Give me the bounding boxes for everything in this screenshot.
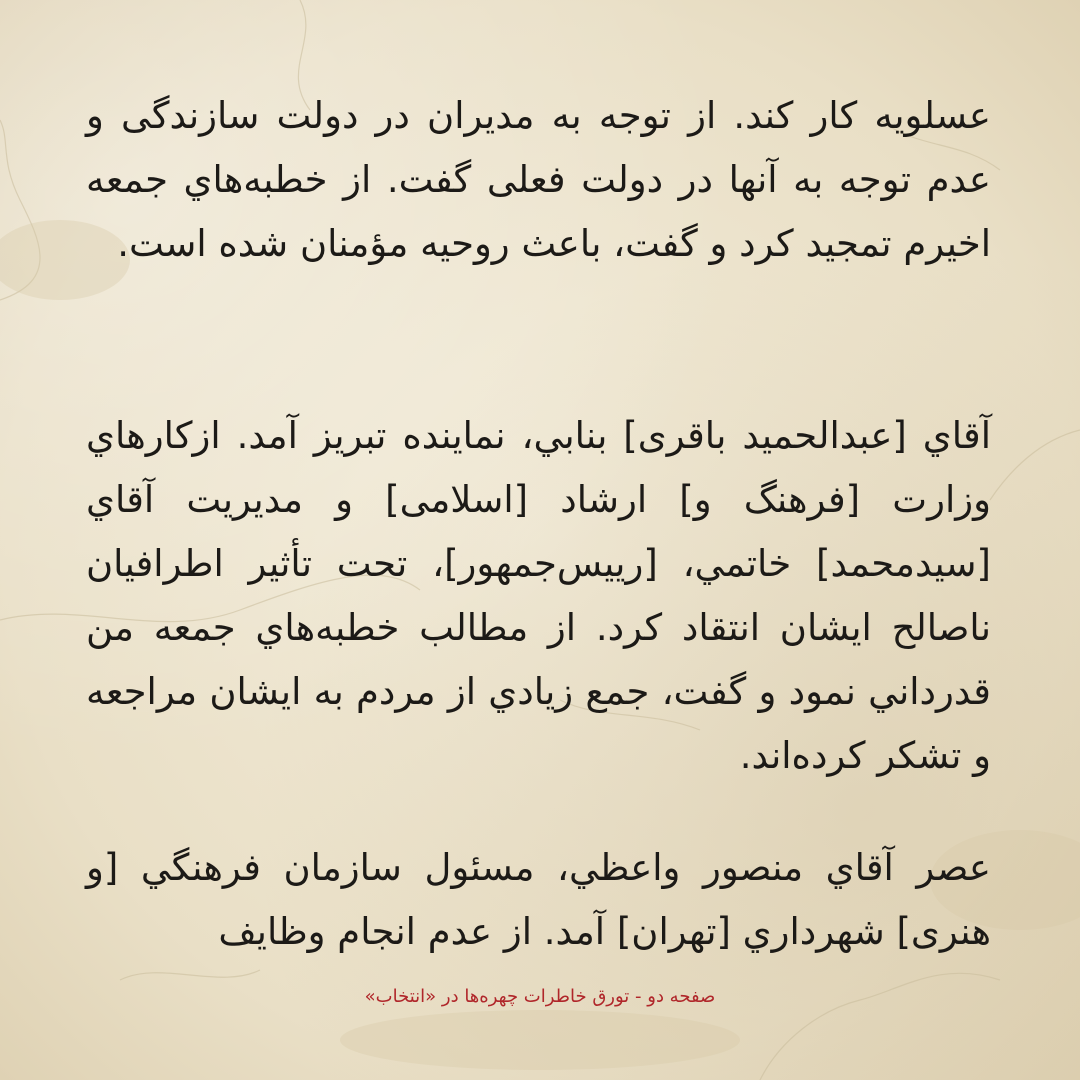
page-footer-caption: صفحه دو - تورق خاطرات چهره‌ها در «انتخاب»	[364, 986, 716, 1007]
paragraph-1: عسلويه كار كند. از توجه به مديران در دولت سازندگی و عدم توجه به آنها در دولت فعلی گفت. از خطبه‌هاي جمعه اخيرم تمجيد كرد و گفت، باعث روحيه مؤمنان شده است.	[86, 94, 991, 265]
paragraph-2: آقاي [عبدالحميد باقری] بنابي، نماينده تبريز آمد. ازكارهاي وزارت [فرهنگ و] ارشاد [اسلامی] و مديريت آقاي [سيدمحمد] خاتمي، [رييس‌جمهور]، تحت تأثير اطرافيان ناصالح ايشان انتقاد كرد. از مطالب خطبه‌هاي جمعه من قدرداني نمود و گفت، جمع زيادي از مردم به ايشان مراجعه و تشكر كرده‌اند.	[86, 414, 991, 777]
paragraph-3: عصر آقاي منصور واعظي، مسئول سازمان فرهنگي [و هنری] شهرداري [تهران] آمد. از عدم انجام وظايف	[86, 846, 991, 953]
